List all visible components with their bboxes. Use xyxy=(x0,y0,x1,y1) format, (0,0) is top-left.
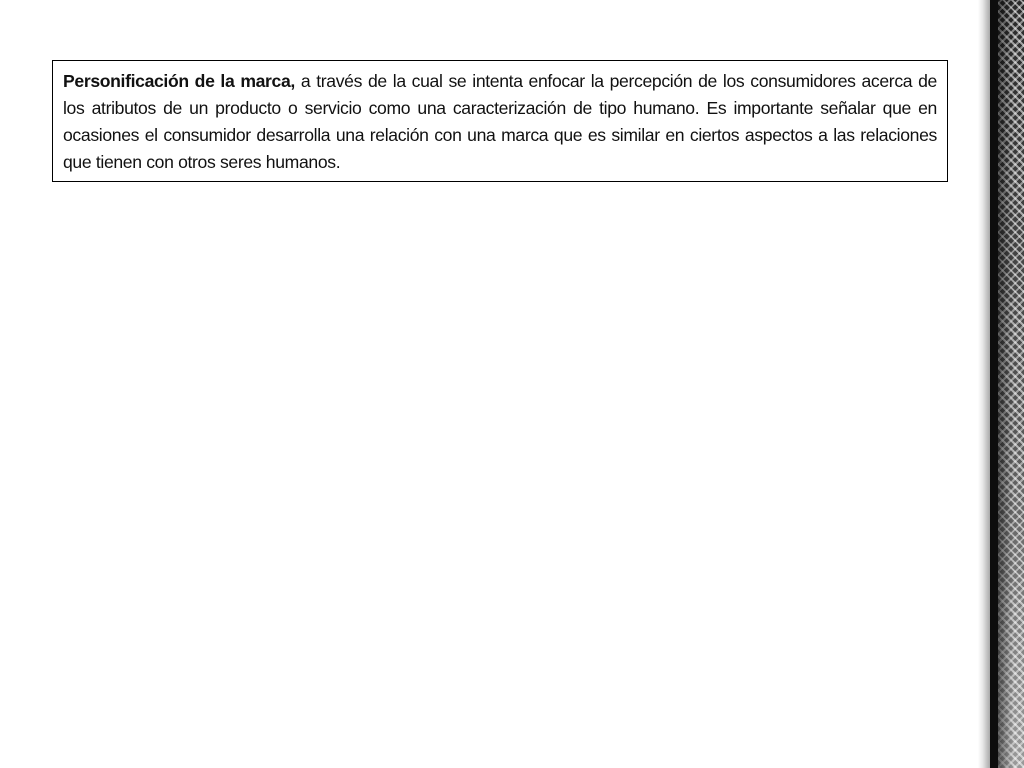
right-edge-pattern xyxy=(998,0,1024,768)
definition-body: a través de la cual se intenta enfocar la percepción de los consumidores acerca de los atributos de un producto o servicio como una caracterización de tipo humano. Es importante señalar que en ocasiones el consumidor desarrolla una relación con una marca que es similar en ciertos aspectos a las relaciones que tienen con otros seres humanos. xyxy=(63,71,937,172)
right-edge-bar xyxy=(990,0,998,768)
definition-term: Personificación de la marca, xyxy=(63,71,295,91)
right-edge-shadow xyxy=(978,0,990,768)
definition-textbox xyxy=(52,60,948,182)
